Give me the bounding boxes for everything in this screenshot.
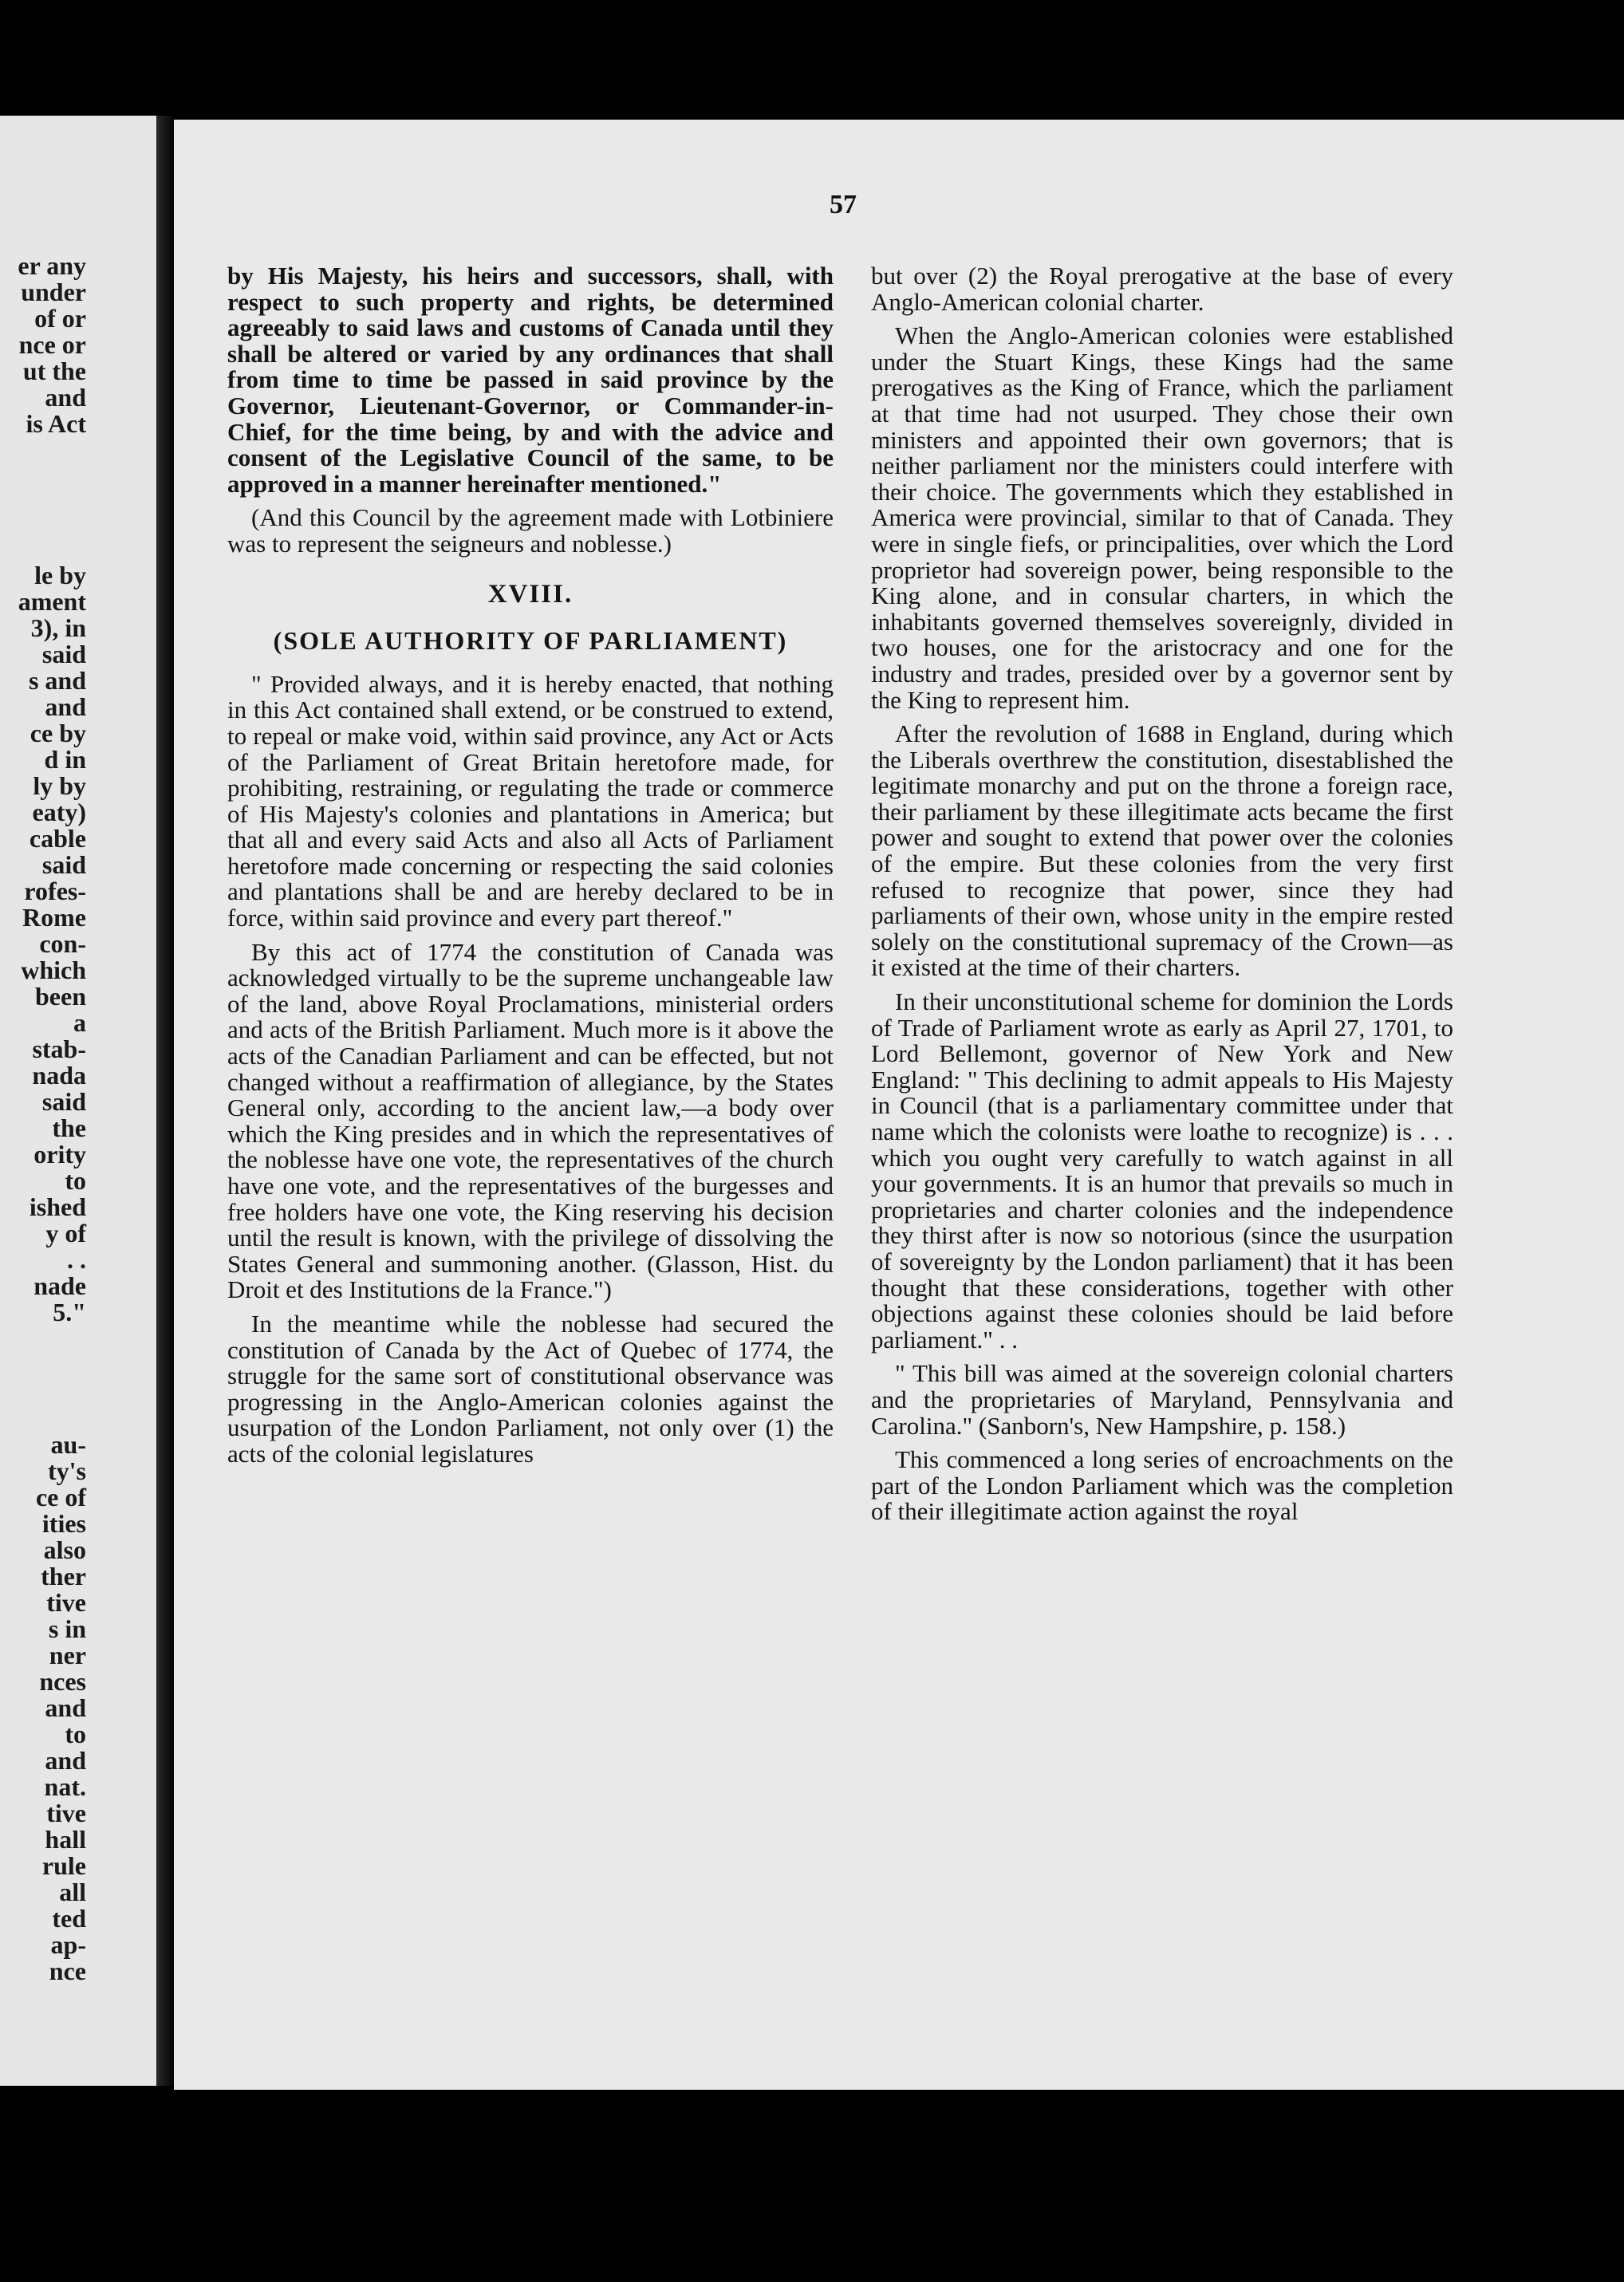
prev-page-fragment: con- — [39, 929, 86, 958]
prev-page-fragment: nada — [32, 1061, 86, 1090]
prev-page-fragment: s in — [48, 1614, 86, 1643]
prev-page-fragment: stab- — [32, 1035, 86, 1063]
prev-page-fragment: is Act — [26, 409, 86, 438]
right-paragraph-4: In their unconstitutional scheme for dominion the Lords of Trade of Parliament wrote as early as April 27, 1701, to Lord Bellemont, governor of New York and New England: " This declining to admit appeals to His Majesty in Council (that is a parliamentary committee under that name which the colonists were loathe to recognize) is . . . which you ought very carefully to watch against in all your governments. It is an humor that prevails so much in proprietaries and charter colonies and the independence they thirst after is now so notorious (since the usurpation of sovereignty by the London parliament) that it has been thought that these considerations, together with other objections against these colonies should be laid before parliament." . . — [871, 987, 1453, 1354]
prev-page-fragment: . . — [67, 1245, 86, 1274]
prev-page-fragment: and — [45, 1693, 86, 1722]
prev-page-fragment: to — [65, 1720, 86, 1748]
right-paragraph-3: After the revolution of 1688 in England, during which the Liberals overthrew the constitution, disestablished the legitimate monarchy and put on the throne a foreign race, their parliament by these illegitimate acts became the first power and sought to extend that power over the colonies of the empire. But these colonies from the very first refused to recognize that power, since they had parliaments of their own, whose unity in the empire rested solely on the constitutional supremacy of the Crown—as it existed at the time of their charters. — [871, 719, 1453, 982]
previous-page-edge — [0, 116, 156, 2086]
page-number: 57 — [830, 190, 857, 219]
prev-page-fragment: eaty) — [32, 798, 86, 826]
prev-page-fragment: under — [21, 278, 86, 306]
prev-page-fragment: er any — [18, 251, 86, 280]
prev-page-fragment: rule — [41, 1851, 86, 1880]
page-gutter — [156, 116, 175, 2086]
prev-page-fragment: 5." — [53, 1298, 86, 1326]
right-paragraph-1: but over (2) the Royal prerogative at the base of every Anglo-American colonial charter. — [871, 262, 1453, 316]
prev-page-fragment: ament — [18, 587, 86, 616]
prev-page-fragment: been — [35, 982, 86, 1011]
left-paragraph-2: (And this Council by the agreement made with Lotbiniere was to represent the seigneurs and noblesse.) — [227, 503, 834, 558]
prev-page-fragment: which — [21, 956, 86, 984]
right-paragraph-6: This commenced a long series of encroachments on the part of the London Parliament which was the completion of their illegitimate action against the royal — [871, 1445, 1453, 1526]
prev-page-fragment: also — [43, 1535, 86, 1564]
prev-page-fragment: nade — [34, 1271, 86, 1300]
left-paragraph-5: In the meantime while the noblesse had secured the constitution of Canada by the Act of Quebec of 1774, the struggle for the same sort of constitutional observance was progressing in the Anglo-American colonies against the usurpation of the London Parliament, not only over (1) the acts of the colonial legislatures — [227, 1309, 834, 1468]
prev-page-fragment: s and — [28, 666, 86, 695]
prev-page-fragment: tive — [46, 1799, 86, 1827]
prev-page-fragment: nces — [39, 1667, 86, 1696]
left-column — [227, 263, 834, 1476]
right-paragraph-2: When the Anglo-American colonies were established under the Stuart Kings, these Kings had the same prerogatives as the King of France, which the parliament at that time had not usurped. They chose their own ministers and appointed their own governors; that is neither parliament nor the ministers could interfere with their choice. The governments which they established in America were provincial, similar to that of Canada. They were in single fiefs, or principalities, over which the Lord proprietor had sovereign power, being responsible to the King alone, and in consular charters, in which the inhabitants governed themselves sovereignly, divided in two houses, one for the aristocracy and one for the industry and trades, presided over by a governor sent by the King to represent him. — [871, 321, 1453, 714]
section-number: XVIII. — [487, 579, 574, 609]
prev-page-fragment: y of — [45, 1219, 86, 1247]
prev-page-fragment: ther — [41, 1562, 86, 1590]
right-paragraph-5: " This bill was aimed at the sovereign colonial charters and the proprietaries of Maryland, Pennsylvania and Carolina." (Sanborn's, New Hampshire, p. 158.) — [871, 1359, 1453, 1440]
prev-page-fragment: ished — [29, 1192, 86, 1221]
prev-page-fragment: ce by — [30, 719, 86, 747]
prev-page-fragment: tive — [46, 1588, 86, 1617]
prev-page-fragment: nat. — [44, 1772, 86, 1801]
left-paragraph-1: by His Majesty, his heirs and successors, shall, with respect to such property and rights, be determined agreeably to said laws and customs of Canada until they shall be altered or varied by any ordinances that shall from time to time be passed in said province by the Governor, Lieutenant-Governor, or Commander-in-Chief, for the time being, by and with the advice and consent of the Legislative Council of the same, to be approved in a manner hereinafter mentioned." — [227, 262, 834, 498]
prev-page-fragment: ap- — [50, 1930, 86, 1959]
left-paragraph-3: " Provided always, and it is hereby enacted, that nothing in this Act contained shall extend, or be construed to extend, to repeal or make void, within said province, any Act or Acts of the Parliament of Great Britain heretofore made, for prohibiting, restraining, or regulating the trade or commerce of His Majesty's colonies and plantations in America; but that all and every said Acts and also all Acts of Parliament heretofore made concerning or respecting the said colonies and plantations shall be and are hereby declared to be in force, within said province and every part thereof." — [227, 669, 834, 932]
prev-page-fragment: said — [41, 850, 86, 879]
left-paragraph-4: By this act of 1774 the constitution of Canada was acknowledged virtually to be the supreme unchangeable law of the land, above Royal Proclamations, ministerial orders and acts of the British Parliament. Much more is it above the acts of the Canadian Parliament and can be effected, but not changed without a reaffirmation of allegiance, by the States General only, according to the ancient law,—a body over which the King presides and in which the representatives of the noblesse have one vote, the representatives of the church have one vote, and the representatives of the burgesses and free holders have one vote, the King reserving his decision until the result is known, with the privilege of dissolving the States General and summoning another. (Glasson, Hist. du Droit et des Institutions de la France.") — [227, 937, 834, 1304]
prev-page-fragment: le by — [34, 561, 86, 589]
prev-page-fragment: ority — [34, 1140, 86, 1169]
prev-page-fragment: rofes- — [24, 877, 86, 905]
prev-page-fragment: all — [59, 1878, 86, 1906]
prev-page-fragment: ities — [41, 1509, 86, 1538]
prev-page-fragment: ner — [49, 1641, 86, 1669]
prev-page-fragment: hall — [45, 1825, 86, 1854]
prev-page-fragment: au- — [50, 1430, 86, 1459]
prev-page-fragment: 3), in — [30, 613, 86, 642]
prev-page-fragment: of or — [34, 304, 86, 333]
section-title: (SOLE AUTHORITY OF PARLIAMENT) — [273, 626, 788, 656]
prev-page-fragment: nce — [49, 1957, 86, 1985]
right-column — [871, 263, 1453, 1533]
prev-page-fragment: ce of — [35, 1483, 86, 1511]
prev-page-fragment: and — [45, 383, 86, 412]
prev-page-fragment: and — [45, 1746, 86, 1775]
prev-page-fragment: ly by — [33, 771, 86, 800]
prev-page-fragment: to — [65, 1166, 86, 1195]
prev-page-fragment: ted — [52, 1904, 86, 1933]
prev-page-fragment: said — [41, 640, 86, 668]
prev-page-fragment: nce or — [18, 330, 86, 359]
prev-page-fragment: and — [45, 692, 86, 721]
prev-page-fragment: d in — [44, 745, 86, 774]
prev-page-fragment: ty's — [48, 1456, 86, 1485]
prev-page-fragment: cable — [29, 824, 86, 853]
prev-page-fragment: a — [73, 1008, 86, 1037]
prev-page-fragment: the — [52, 1113, 86, 1142]
prev-page-fragment: Rome — [22, 903, 86, 932]
prev-page-fragment: said — [41, 1087, 86, 1116]
prev-page-fragment: ut the — [22, 357, 86, 385]
